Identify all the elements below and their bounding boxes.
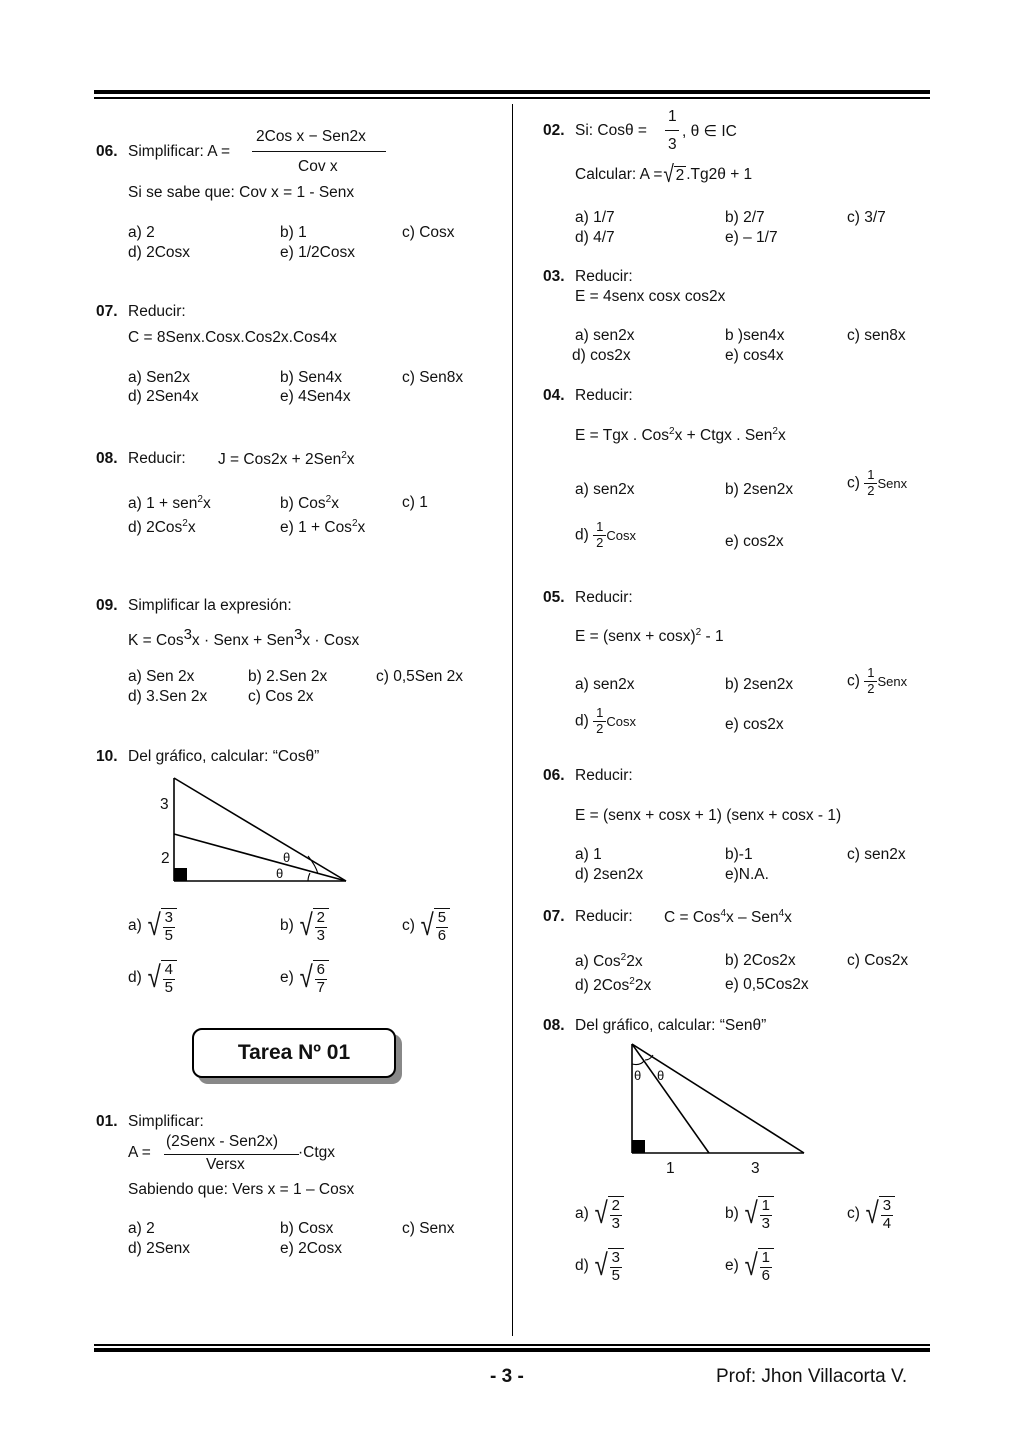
header-rule-thin [94,97,930,99]
question-title: Reducir: [575,387,633,404]
question-title: Reducir: [575,589,633,606]
question-title: Reducir: [575,767,633,784]
fraction-bar [665,130,679,131]
label-segment-1: 1 [666,1160,675,1177]
option-e: e)N.A. [725,866,769,883]
option-e: e) 4Sen4x [280,388,351,405]
fraction-numerator: 1 [668,108,677,125]
question-number: 04. [543,387,565,404]
triangle-diagram [620,1038,820,1160]
option-c: c) √ 3 4 [847,1196,895,1232]
option-b: b) 2sen2x [725,676,794,693]
question-expression: C = Cos$^4$x – Sen$^4$x [664,908,792,927]
question-prefix: Si: Cosθ = [575,122,647,139]
option-d: d) 2sen2x [575,866,644,883]
option-e: e) 1 + Cos$^2$x [280,518,366,537]
fraction-numerator: (2Senx - Sen2x) [166,1133,278,1150]
option-c: c) sen8x [847,327,906,344]
option-a: a) Sen 2x [128,668,195,685]
option-c: c) Cosx [402,224,455,241]
option-a: a) 2 [128,1220,155,1237]
option-a: a) 2 [128,224,155,241]
option-c: c) sen2x [847,846,906,863]
option-b: b) Cosx [280,1220,334,1237]
option-c: c) √ 5 6 [402,908,450,944]
option-b: b) 2Cos2x [725,952,796,969]
option-d: d) 2Sen4x [128,388,199,405]
homework-title-box [192,1028,396,1078]
question-expression: J = Cos2x + 2Sen$^2$x [218,450,355,469]
option-c: c) 0,5Sen 2x [376,668,464,685]
option-c: c) Sen8x [402,369,464,386]
question-number: 05. [543,589,565,606]
option-a: a) 1/7 [575,209,615,226]
question-number: 08. [543,1017,565,1034]
question-title: Reducir: [575,268,633,285]
option-a: a) 1 + sen$^2$x [128,494,211,513]
option-b: b) 2/7 [725,209,765,226]
option-e: e) 0,5Cos2x [725,976,809,993]
header-rule-thick [94,90,930,94]
question-number: 07. [543,908,565,925]
question-number: 06. [96,143,118,160]
option-d: d) cos2x [572,347,631,364]
option-d: d) $\frac{1}{2}$ Cosx [575,705,636,736]
triangle-diagram [150,770,360,890]
question-expression: E = 4senx cosx cos2x [575,288,726,305]
option-c: c) $\frac{1}{2}$ Senx [847,665,908,696]
theta-label: θ [276,866,284,881]
question-expression: K = Cos$^3$x · Senx + Sen$^3$x · Cosx [128,626,360,650]
option-b: b) 2sen2x [725,481,794,498]
question-expression: E = Tgx . Cos$^2$x + Ctgx . Sen$^2$x [575,426,786,445]
question-prefix: A = [128,1144,151,1161]
option-e: e) √ 1 6 [725,1248,774,1284]
question-prefix: Simplificar: A = [128,143,231,160]
question-expression: E = (senx + cosx)$^2$ - 1 [575,627,724,646]
option-d: d) 4/7 [575,229,615,246]
option-d: d) 2Cosx [128,244,191,261]
option-b: b)-1 [725,846,753,863]
option-d: d) √ 3 5 [575,1248,624,1284]
question-title: Simplificar: [128,1113,204,1130]
question-expression: E = (senx + cosx + 1) (senx + cosx - 1) [575,807,842,824]
option-e: e) √ 6 7 [280,960,329,996]
question-number: 07. [96,303,118,320]
footer-rule-thick [94,1348,930,1352]
question-number: 01. [96,1113,118,1130]
question-number: 02. [543,122,565,139]
option-a: a) 1 [575,846,602,863]
option-c: c) 3/7 [847,209,886,226]
option-b: b) 2.Sen 2x [248,668,328,685]
option-d: d) 2Cos$^2$x [128,518,196,537]
fraction-denominator: Versx [206,1156,245,1173]
theta-label: θ [634,1068,642,1083]
homework-title: Tarea Nº 01 [237,1041,351,1064]
theta-label: θ [657,1068,665,1083]
option-a: a) √ 2 3 [575,1196,624,1232]
fraction-numerator: 2Cos x − Sen2x [256,128,366,145]
question-title: Simplificar la expresión: [128,597,292,614]
option-c: c) $\frac{1}{2}$ Senx [847,467,908,498]
option-d: d) 2Cos$^2$2x [575,976,652,995]
question-suffix: , θ ∈ IC [682,123,737,140]
option-e: e) cos2x [725,716,784,733]
question-title: Del gráfico, calcular: “Senθ” [575,1017,767,1034]
option-b: b) √ 1 3 [725,1196,774,1232]
option-b: b) 1 [280,224,307,241]
option-a: a) Cos$^2$2x [575,952,643,971]
footer-rule-thin [94,1344,930,1346]
option-d: d) 3.Sen 2x [128,688,208,705]
option-d: d) √ 4 5 [128,960,177,996]
question-title: Reducir: [575,908,633,925]
option-e: c) Cos 2x [248,688,314,705]
option-c: c) Senx [402,1220,455,1237]
option-a: a) Sen2x [128,369,191,386]
option-e: e) cos4x [725,347,784,364]
label-side-2: 2 [161,850,170,867]
option-a: a) sen2x [575,676,635,693]
question-title: Reducir: [128,303,186,320]
question-calc: Calcular: A = √ 2 .Tg2θ + 1 [575,161,753,188]
question-expression: C = 8Senx.Cosx.Cos2x.Cos4x [128,329,337,346]
option-a: a) sen2x [575,327,635,344]
theta-label: θ [283,850,291,865]
question-number: 06. [543,767,565,784]
option-b: b) √ 2 3 [280,908,329,944]
option-a: a) √ 3 5 [128,908,177,944]
option-c: c) 1 [402,494,428,511]
fraction-bar [164,1154,299,1155]
question-note: Si se sabe que: Cov x = 1 - Senx [128,184,355,201]
question-suffix: ·Ctgx [298,1144,336,1161]
option-e: e) 1/2Cosx [280,244,355,261]
option-b: b) Cos$^2$x [280,494,339,513]
option-e: e) cos2x [725,533,784,550]
option-b: b) Sen4x [280,369,343,386]
fraction-denominator: Cov x [298,158,338,175]
option-a: a) sen2x [575,481,635,498]
option-d: d) $\frac{1}{2}$ Cosx [575,519,636,550]
option-e: e) – 1/7 [725,229,778,246]
question-number: 08. [96,450,118,467]
option-c: c) Cos2x [847,952,909,969]
question-number: 03. [543,268,565,285]
question-number: 10. [96,748,118,765]
author-credit: Prof: Jhon Villacorta V. [716,1366,908,1387]
label-segment-3: 3 [751,1160,760,1177]
fraction-bar [252,151,386,152]
fraction-denominator: 3 [668,136,677,153]
question-note: Sabiendo que: Vers x = 1 – Cosx [128,1181,355,1198]
question-title: Del gráfico, calcular: “Cosθ” [128,748,320,765]
option-d: d) 2Senx [128,1240,191,1257]
option-b: b )sen4x [725,327,785,344]
label-side-3: 3 [160,796,169,813]
page-number: - 3 - [490,1366,524,1387]
question-title: Reducir: [128,450,186,467]
option-e: e) 2Cosx [280,1240,343,1257]
column-divider [512,104,513,1336]
question-number: 09. [96,597,118,614]
